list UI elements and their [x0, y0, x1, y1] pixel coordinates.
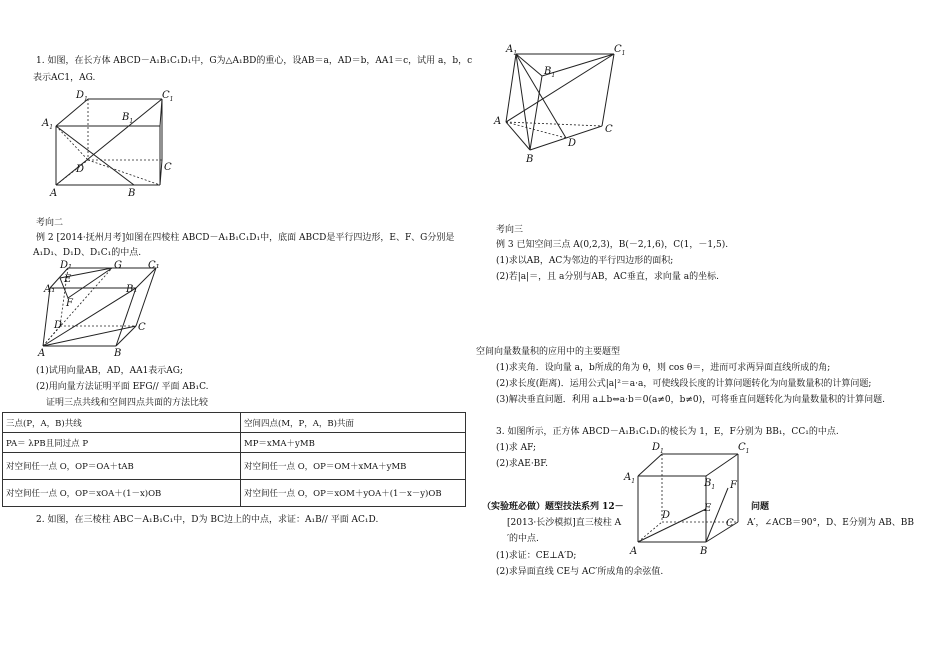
problem-3-question-1: (1)求 AF; — [496, 443, 537, 453]
figure-triangular-prism — [492, 40, 632, 165]
table-cell: 对空间任一点 O，OP＝xOA＋(1－x)OB — [3, 480, 241, 507]
example-2-question-1: (1)试用向量AB，AD，AA1表示AG; — [36, 366, 184, 376]
figure-cuboid — [40, 90, 180, 200]
label-D1: $D_1$ — [76, 90, 88, 103]
table-cell: 三点(P，A，B)共线 — [3, 413, 241, 433]
problem-3: 3. 如图所示，正方体 ABCD－A₁B₁C₁D₁的棱长为 1，E，F分别为 BB₁，CC₁的中点. — [496, 427, 839, 437]
application-1: (1)求夹角．设向量 a，b所成的角为 θ，则 cos θ＝，进而可求两异面直线所成的角; — [496, 363, 831, 373]
example-3-line-1: 例 3 已知空间三点 A(0,2,3)，B(－2,1,6)，C(1，－1,5). — [496, 240, 729, 250]
label-G: G — [114, 260, 122, 271]
label-B: B — [128, 188, 136, 199]
example-line-1-continued: A′，∠ACB＝90°，D、E分别为 AB、BB — [747, 518, 915, 528]
label-A: A — [38, 348, 46, 359]
label-A: A — [50, 188, 58, 199]
label-C1: $C_1$ — [162, 90, 174, 103]
label-D1: $D_1$ — [652, 442, 664, 455]
label-C: C — [726, 518, 734, 529]
series-title: （实验班必做）题型技法系列 12－ — [482, 502, 624, 512]
label-C1: $C_1$ — [738, 442, 750, 455]
table-row — [3, 413, 466, 433]
label-A: A — [494, 116, 502, 127]
label-A1: $A_1$ — [624, 472, 636, 485]
problem-2: 2. 如图，在三棱柱 ABC－A₁B₁C₁中，D为 BC边上的中点，求证：A₁B// 平面 AC₁D. — [36, 515, 379, 525]
applications-title: 空间向量数量积的应用中的主要题型 — [476, 347, 621, 357]
label-C1: $C_1$ — [614, 44, 626, 57]
comparison-table — [2, 412, 466, 507]
label-F: F — [66, 298, 73, 309]
label-C: C — [138, 322, 146, 333]
label-F: F — [730, 480, 737, 491]
label-B: B — [526, 154, 534, 165]
label-D: D — [54, 320, 63, 331]
label-C1: C₁ — [148, 260, 160, 271]
label-E: E — [64, 274, 72, 285]
problem-3-question-2: (2)求AE·BF. — [496, 459, 548, 469]
example-3-question-1: (1)求以AB，AC为邻边的平行四边形的面积; — [496, 256, 674, 266]
table-cell: PA＝ λPB且同过点 P — [3, 433, 241, 453]
example-question-1: (1)求证：CE⊥A′D; — [496, 551, 577, 561]
series-title-end: 问题 — [751, 502, 770, 512]
example-2-question-2: (2)用向量方法证明平面 EFG// 平面 AB₁C. — [36, 382, 209, 392]
example-line-2: ′的中点. — [507, 534, 539, 544]
label-A1: $A_1$ — [42, 118, 54, 131]
label-E: E — [704, 503, 712, 514]
label-B1: $B_1$ — [544, 66, 556, 79]
example-line-1: [2013·长沙模拟]直三棱柱 A — [507, 518, 622, 528]
example-2-line-1: 例 2 [2014·抚州月考]如图在四棱柱 ABCD－A₁B₁C₁D₁中，底面 ABCD是平行四边形，E、F、G分别是 — [36, 233, 455, 243]
table-cell: 对空间任一点 O，OP＝OA＋tAB — [3, 453, 241, 480]
label-B1: $B_1$ — [704, 478, 716, 491]
label-C: C — [164, 162, 172, 173]
example-3-question-2: (2)若|a|＝，且 a分别与AB，AC垂直，求向量 a的坐标. — [496, 272, 719, 282]
table-cell: 对空间任一点 O，OP＝xOM＋yOA＋(1－x－y)OB — [241, 480, 466, 507]
section-kaoxiang-2: 考向二 — [36, 218, 64, 228]
example-2-line-2: A₁D₁、D₁D、D₁C₁的中点. — [33, 248, 142, 258]
application-2: (2)求长度(距离)．运用公式|a|²＝a·a，可使线段长度的计算问题转化为向量数量积的计算问题; — [496, 379, 872, 389]
table-row — [3, 453, 466, 480]
label-D: D — [76, 164, 85, 175]
label-B: B — [700, 546, 708, 557]
label-D1: D₁ — [60, 260, 73, 271]
table-cell: 空间四点(M，P，A，B)共面 — [241, 413, 466, 433]
label-A: A — [630, 546, 638, 557]
problem-1-line-2: 表示AC1，AG. — [33, 73, 96, 83]
problem-1-line-1: 1. 如图，在长方体 ABCD－A₁B₁C₁D₁中，G为△A₁BD的重心，设AB＝a，AD＝b，AA1＝c，试用 a，b，c — [36, 56, 473, 66]
label-D: D — [568, 138, 577, 149]
table-cell: 对空间任一点 O，OP＝OM＋xMA＋yMB — [241, 453, 466, 480]
label-B1: B₁ — [126, 284, 138, 295]
table-row — [3, 433, 466, 453]
label-B: B — [114, 348, 122, 359]
label-B1: $B_1$ — [122, 112, 134, 125]
label-A1: $A_1$ — [506, 44, 518, 57]
example-question-2: (2)求异面直线 CE与 AC′所成角的余弦值. — [496, 567, 664, 577]
table-caption: 证明三点共线和空间四点共面的方法比较 — [46, 398, 209, 408]
label-C: C — [605, 124, 613, 135]
table-row — [3, 480, 466, 507]
label-A1: A₁ — [44, 284, 56, 295]
application-3: (3)解决垂直问题．利用 a⊥b⇔a·b＝0(a≠0，b≠0)，可将垂直问题转化为向量数量积的计算问题. — [496, 395, 886, 405]
figure-cube — [620, 436, 750, 564]
table-cell: MP＝xMA＋yMB — [241, 433, 466, 453]
label-D: D — [662, 510, 671, 521]
figure-prism — [38, 262, 168, 360]
section-kaoxiang-3: 考向三 — [496, 225, 524, 235]
